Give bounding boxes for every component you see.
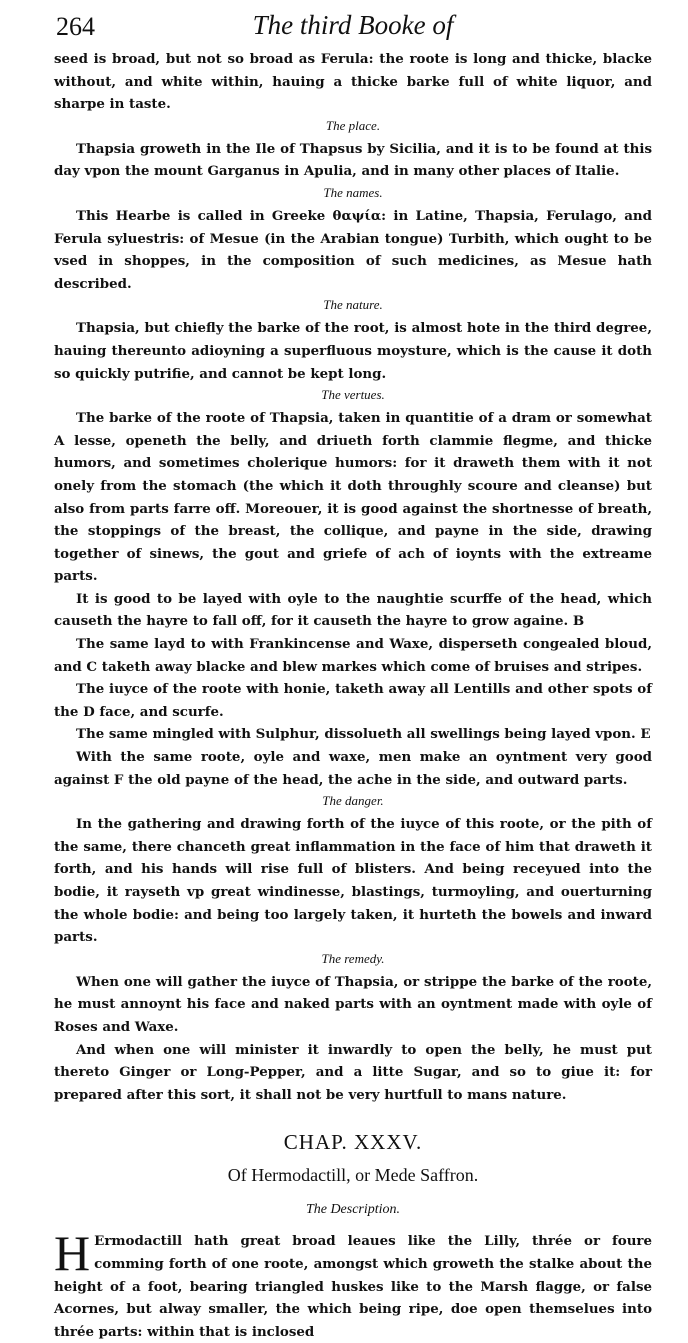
paragraph-nature: Thapsia, but chiefly the barke of the root, is almost hote in the third degree, hauing thereunto adioyning a superfluous moysture, which is the cause it doth so quickly putrifie, and cannot be kept long. — [54, 320, 652, 382]
description-text: Ermodactill hath great broad leaues like the Lilly, thrée or foure comming forth of one roote, amongst which groweth the stalke about the height of a foot, bearing triangled huskes like to the Marsh flagge, or false Acornes, but alway smaller, the which being ripe, doe open themselues into thrée parts: within that is inclosed — [54, 1233, 652, 1340]
description-heading: The Description. — [305, 1202, 401, 1218]
paragraph-remedy-a: When one will gather the iuyce of Thapsia, or strippe the barke of the roote, he must annoynt his face and naked parts with an oyntment made with oyle of Roses and Waxe. — [54, 973, 652, 1035]
running-title: The third Booke of — [252, 10, 454, 40]
paragraph-description — [54, 1225, 652, 1343]
paragraph-vertues-a: The barke of the roote of Thapsia, taken in quantitie of a dram or somewhat A lesse, openeth the belly, and driueth forth clammie flegme, and thicke humors, and sometimes cholerique humors: for it draweth them with it not onely from the stomach (the which it doth throughly scoure and cleanse) but also from parts farre off. Moreouer, it is good against the shortnesse of breath, the stoppings of the breast, the collique, and payne in the side, drawing together of sinews, the gout and griefe of ach of ioynts with the extreame parts. — [54, 410, 652, 585]
paragraph-seed: seed is broad, but not so broad as Ferula: the roote is long and thicke, blacke without, and white within, hauing a thicke barke full of white liquor, and sharpe in taste. — [54, 51, 652, 113]
heading-place: The place. — [325, 117, 381, 133]
paragraph-vertues-e: The same mingled with Sulphur, dissolueth all swellings being layed vpon. E — [76, 726, 651, 743]
chapter-heading: CHAP. XXXV. — [283, 1130, 423, 1155]
page-number: 264 — [56, 12, 95, 41]
page-header — [54, 8, 652, 48]
paragraph-danger: In the gathering and drawing forth of the iuyce of this roote, or the pith of the same, there chanceth great inflammation in the face of him that draweth it forth, and his hands will rise full of blisters. And being receyued into the bodie, it rayseth vp great windinesse, blastings, turmoyling, and ouerturning the whole bodie: and being too largely taken, it hurteth the bowels and inward parts. — [54, 816, 652, 946]
chapter-subtitle: Of Hermodactill, or Mede Saffron. — [227, 1165, 479, 1186]
heading-vertues: The vertues. — [321, 387, 385, 403]
paragraph-names: This Hearbe is called in Greeke θαψία: in Latine, Thapsia, Ferulago, and Ferula syluestris: of Mesue (in the Arabian tongue) Turbith, which ought to be vsed in shoppes, in the composition of such medicines, as Mesue hath described. — [54, 207, 652, 292]
paragraph-remedy-b: And when one will minister it inwardly to open the belly, he must put thereto Ginger or Long-Pepper, and a litte Sugar, and so to giue it: for prepared after this sort, it shall not be very hurtfull to mans nature. — [54, 1041, 652, 1103]
paragraph-vertues-d: The iuyce of the roote with honie, taketh away all Lentills and other spots of the D face, and scurfe. — [54, 681, 652, 720]
drop-capital: H — [54, 1225, 91, 1282]
paragraph-place: Thapsia groweth in the Ile of Thapsus by Sicilia, and it is to be found at this day vpon the mount Garganus in Apulia, and in many other places of Italie. — [54, 140, 652, 180]
paragraph-vertues-c: The same layd to with Frankincense and Waxe, disperseth congealed bloud, and C taketh away blacke and blew markes which come of bruises and stripes. — [54, 636, 652, 675]
heading-nature: The nature. — [323, 297, 383, 313]
paragraph-vertues-f: With the same roote, oyle and waxe, men make an oyntment very good against F the old payne of the head, the ache in the side, and outward parts. — [54, 749, 652, 788]
heading-names: The names. — [323, 184, 383, 200]
paragraph-vertues-b: It is good to be layed with oyle to the naughtie scurffe of the head, which causeth the hayre to fall off, for it causeth the hayre to grow againe. B — [54, 590, 652, 630]
heading-remedy: The remedy. — [321, 950, 385, 966]
heading-danger: The danger. — [322, 793, 384, 809]
